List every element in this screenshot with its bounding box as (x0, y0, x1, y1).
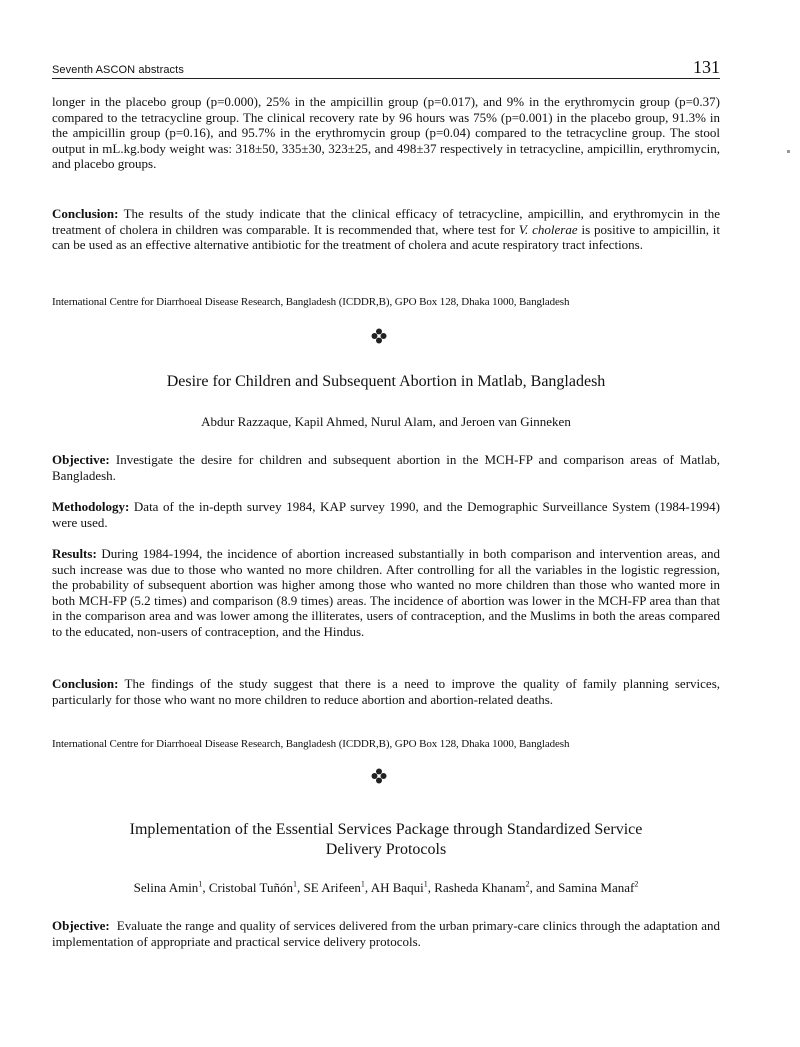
author-name: Rasheda Khanam (434, 880, 526, 896)
prev-conclusion-paragraph (52, 206, 720, 253)
author-affiliation-mark: 1 (360, 880, 365, 889)
abstract-2-title: Desire for Children and Subsequent Abortion in Matlab, Bangladesh (166, 373, 606, 390)
running-head (52, 58, 720, 76)
methodology-label: Methodology: (52, 499, 130, 514)
header-rule (52, 78, 720, 79)
author-affiliation-mark: 2 (634, 880, 639, 889)
prev-conclusion-text-1: The results of the study indicate that the clinical efficacy of tetracycline, ampicillin, and erythromycin in the treatment of cholera in children was comparable. It is recommended that, where test for (52, 206, 720, 237)
prev-conclusion-species: V. cholerae (518, 221, 578, 237)
objective-text: Evaluate the range and quality of services delivered from the urban primary-care clinics through the adaptation and implementation of appropriate and practical service delivery protocols. (52, 918, 721, 949)
author-name: SE Arifeen (303, 880, 361, 896)
abstract-3-title (52, 820, 720, 860)
running-title: Seventh ASCON abstracts (52, 64, 184, 76)
abstract-2-authors: Abdur Razzaque, Kapil Ahmed, Nurul Alam, and Jeroen van Ginneken (201, 414, 571, 429)
prev-results-paragraph (52, 94, 720, 172)
author-name: Cristobal Tuñón (208, 880, 293, 896)
objective-label: Objective: (52, 918, 110, 933)
abstract-2-affiliation: International Centre for Diarrhoeal Disease Research, Bangladesh (ICDDR,B), GPO Box 128, Dhaka 1000, Bangladesh (52, 738, 570, 750)
abstract-2-objective (52, 452, 720, 483)
abstract-3-authors (52, 880, 720, 896)
scan-speck (787, 150, 790, 153)
prev-conclusion-text-2: is positive to ampicillin, it can be used as an effective alternative antibiotic for the treatment of cholera and acute respiratory tract infections. (52, 221, 721, 253)
abstract-3-title-line-2: Delivery Protocols (325, 841, 447, 858)
author-name: AH Baqui (370, 880, 424, 896)
objective-label: Objective: (52, 452, 110, 467)
conclusion-text: The findings of the study suggest that there is a need to improve the quality of family planning services, particularly for those who want no more children to reduce abortion and abortion-related deaths. (52, 676, 720, 707)
results-text: During 1984-1994, the incidence of abortion increased substantially in both comparison and intervention areas, and such increase was due to those who wanted no more children. After controlling for all the variables in the logistic regression, the probability of subsequent abortion was higher among those who wanted no more children than those who wanted more in both MCH-FP (5.2 times) and comparison (8.9 times) areas. The incidence of abortion was lower in the MCH-FP area than that in the comparison area and was lower among the illiterates, users of contraception, and the Muslims in both the areas compared to the educated, non-users of contraception, and the Hindus. (52, 546, 721, 639)
author-affiliation-mark: 1 (292, 880, 297, 889)
abstract-3-objective (52, 918, 720, 949)
author-name: Samina Manaf (558, 880, 635, 896)
abstract-2-methodology (52, 499, 720, 530)
abstract-3-title-line-1: Implementation of the Essential Services Package through Standardized Service (129, 821, 643, 838)
author-affiliation-mark: 1 (198, 880, 203, 889)
objective-text: Investigate the desire for children and subsequent abortion in the MCH-FP and comparison areas of Matlab, Bangladesh. (52, 452, 720, 483)
prev-conclusion-label: Conclusion: (52, 206, 119, 221)
author-list: Selina Amin$^1$, Cristobal Tuñón$^1$, SE Arifeen$^1$, AH Baqui$^1$, Rasheda Khanam$^2$, and Samina Manaf$^2$ (133, 880, 639, 896)
abstract-2-results (52, 546, 720, 640)
author-affiliation-mark: 1 (423, 880, 428, 889)
abstract-2-conclusion (52, 676, 720, 707)
results-label: Results: (52, 546, 97, 561)
conclusion-label: Conclusion: (52, 676, 119, 691)
fleuron-icon (371, 768, 387, 784)
prev-affiliation: International Centre for Diarrhoeal Disease Research, Bangladesh (ICDDR,B), GPO Box 128, Dhaka 1000, Bangladesh (52, 296, 570, 308)
author-affiliation-mark: 2 (525, 880, 530, 889)
prev-results-text: longer in the placebo group (p=0.000), 25% in the ampicillin group (p=0.017), and 9% in the erythromycin group (p=0.37) compared to the tetracycline group. The clinical recovery rate by 96 hours was 75% (p=0.001) in the placebo group, 91.3% in the ampicillin group (p=0.16), and 95.7% in the erythromycin group (p=0.04) compared to the tetracycline group. The stool output in mL.kg.body weight was: 318±50, 335±30, 323±25, and 498±37 respectively in tetracycline, ampicillin, erythromycin, and placebo groups. (52, 94, 720, 172)
page-number: 131 (693, 57, 720, 77)
fleuron-icon (371, 328, 387, 344)
methodology-text: Data of the in-depth survey 1984, KAP survey 1990, and the Demographic Surveillance System (1984-1994) were used. (52, 499, 721, 530)
author-name: Selina Amin (133, 880, 199, 896)
